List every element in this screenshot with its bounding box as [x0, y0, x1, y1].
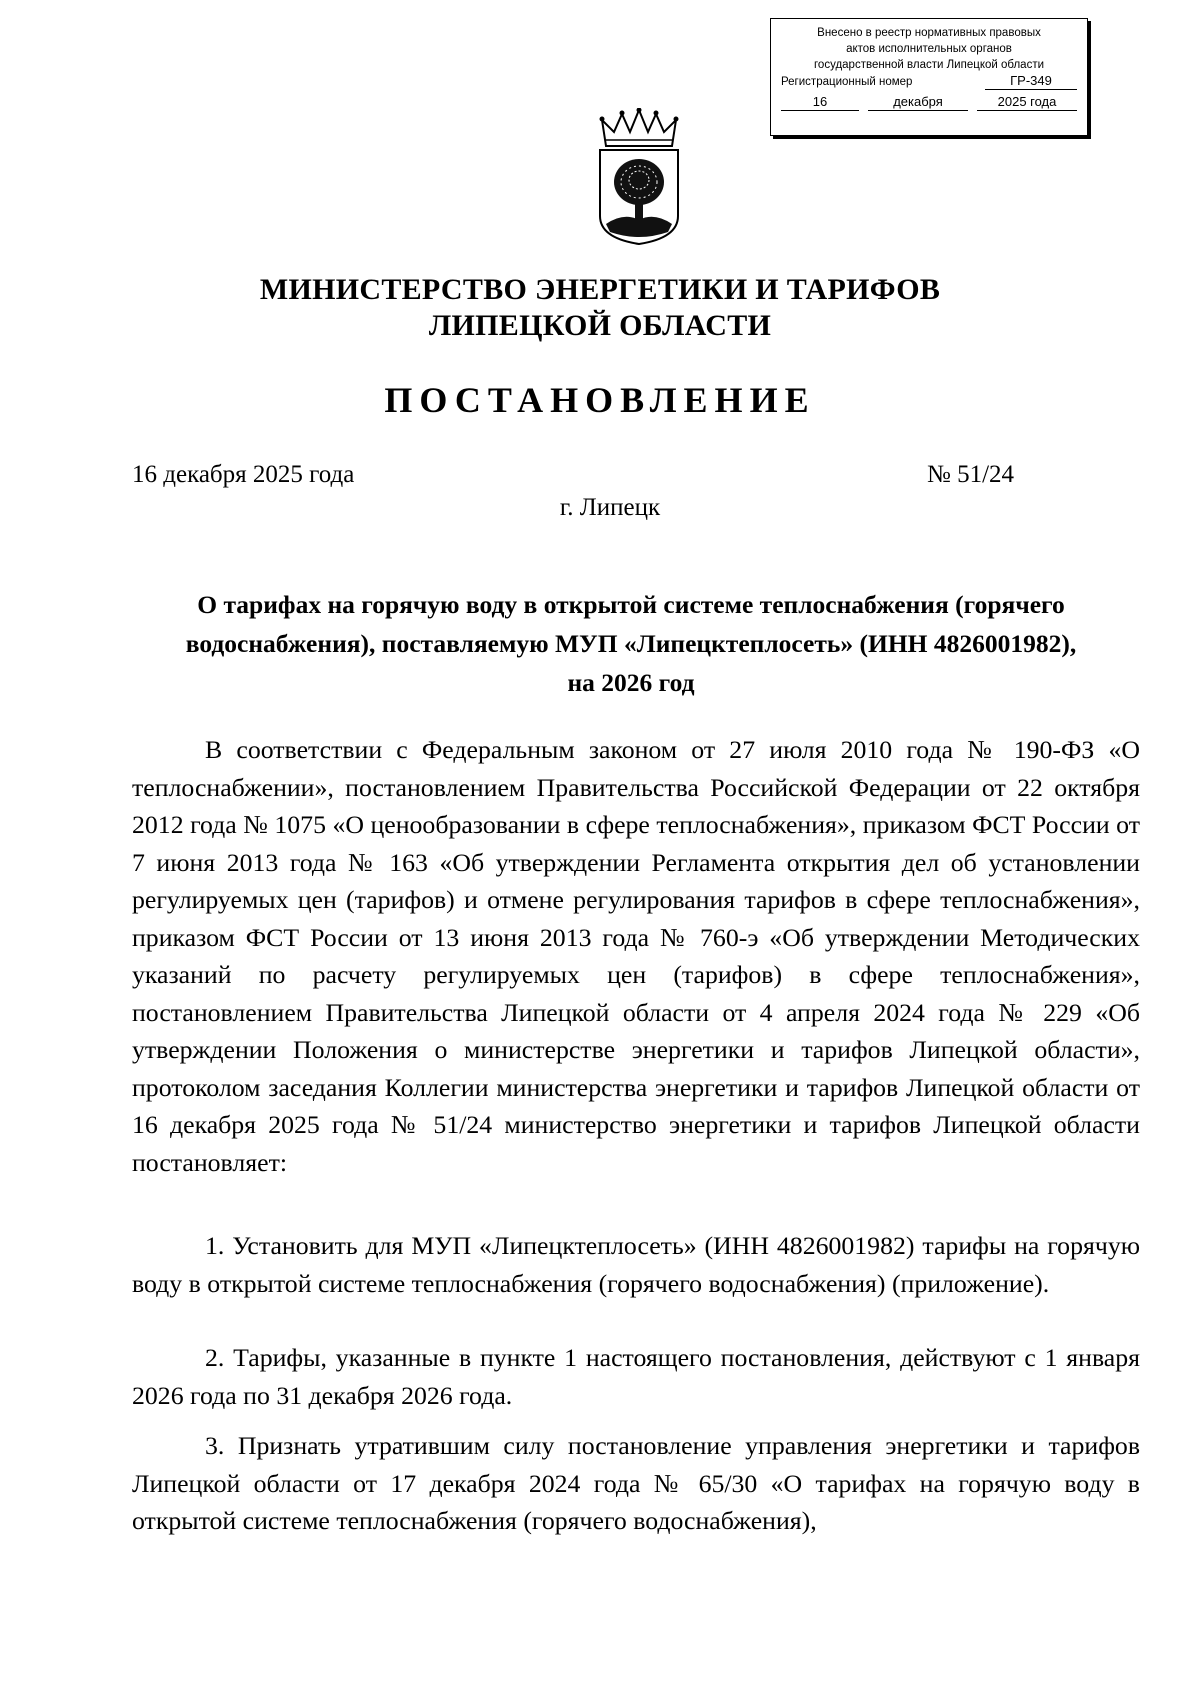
document-city: г. Липецк [559, 494, 661, 521]
stamp-reg-number: ГР-349 [985, 73, 1077, 90]
stamp-month: декабря [868, 94, 968, 111]
stamp-reg-label: Регистрационный номер [781, 76, 913, 88]
subject-line-2: водоснабжения), поставляемую МУП «Липецктеплосеть» (ИНН 4826001982), [185, 629, 1077, 658]
item-3-paragraph: 3. Признать утратившим силу постановление управления энергетики и тарифов Липецкой области от 17 декабря 2024 года № 65/30 «О тарифах на горячую воду в открытой системе теплоснабжения (горячего водоснабжения), [132, 1431, 1140, 1535]
subject-line-1: О тарифах на горячую воду в открытой системе теплоснабжения (горячего [197, 590, 1065, 619]
ministry-title [0, 272, 1200, 344]
document-date: 16 декабря 2025 года [132, 461, 355, 488]
document-number: № 51/24 [927, 461, 1015, 488]
registry-stamp [770, 18, 1088, 136]
item-2-paragraph: 2. Тарифы, указанные в пункте 1 настоящего постановления, действуют с 1 января 2026 года по 31 декабря 2026 года. [132, 1343, 1140, 1410]
stamp-line-2: актов исполнительных органов [846, 43, 1012, 55]
coat-of-arms-icon [594, 108, 684, 246]
document-type: ПОСТАНОВЛЕНИЕ [384, 380, 816, 420]
item-1-paragraph: 1. Установить для МУП «Липецктеплосеть» (ИНН 4826001982) тарифы на горячую воду в открытой системе теплоснабжения (горячего водоснабжения) (приложение). [132, 1231, 1140, 1298]
stamp-day: 16 [781, 94, 859, 111]
preamble-paragraph: В соответствии с Федеральным законом от 27 июля 2010 года № 190-ФЗ «О теплоснабжении», постановлением Правительства Российской Федерации от 22 октября 2012 года № 1075 «О ценообразовании в сфере теплоснабжения», приказом ФСТ России от 7 июня 2013 года № 163 «Об утверждении Регламента открытия дел об установлении регулируемых цен (тарифов) и отмене регулирования тарифов в сфере теплоснабжения», приказом ФСТ России от 13 июня 2013 года № 760-э «Об утверждении Методических указаний по расчету регулируемых цен (тарифов) в сфере теплоснабжения», постановлением Правительства Липецкой области от 4 апреля 2024 года № 229 «Об утверждении Положения о министерстве энергетики и тарифов Липецкой области», протоколом заседания Коллегии министерства энергетики и тарифов Липецкой области от 16 декабря 2025 года № 51/24 министерство энергетики и тарифов Липецкой области постановляет: [132, 735, 1140, 1177]
ministry-title-line-1: МИНИСТЕРСТВО ЭНЕРГЕТИКИ И ТАРИФОВ [259, 273, 941, 306]
stamp-line-1: Внесено в реестр нормативных правовых [817, 27, 1041, 39]
document-subject [132, 585, 1130, 702]
stamp-year: 2025 года [977, 94, 1077, 111]
subject-line-3: на 2026 год [567, 668, 695, 697]
stamp-line-3: государственной власти Липецкой области [813, 59, 1045, 71]
ministry-title-line-2: ЛИПЕЦКОЙ ОБЛАСТИ [428, 309, 772, 342]
